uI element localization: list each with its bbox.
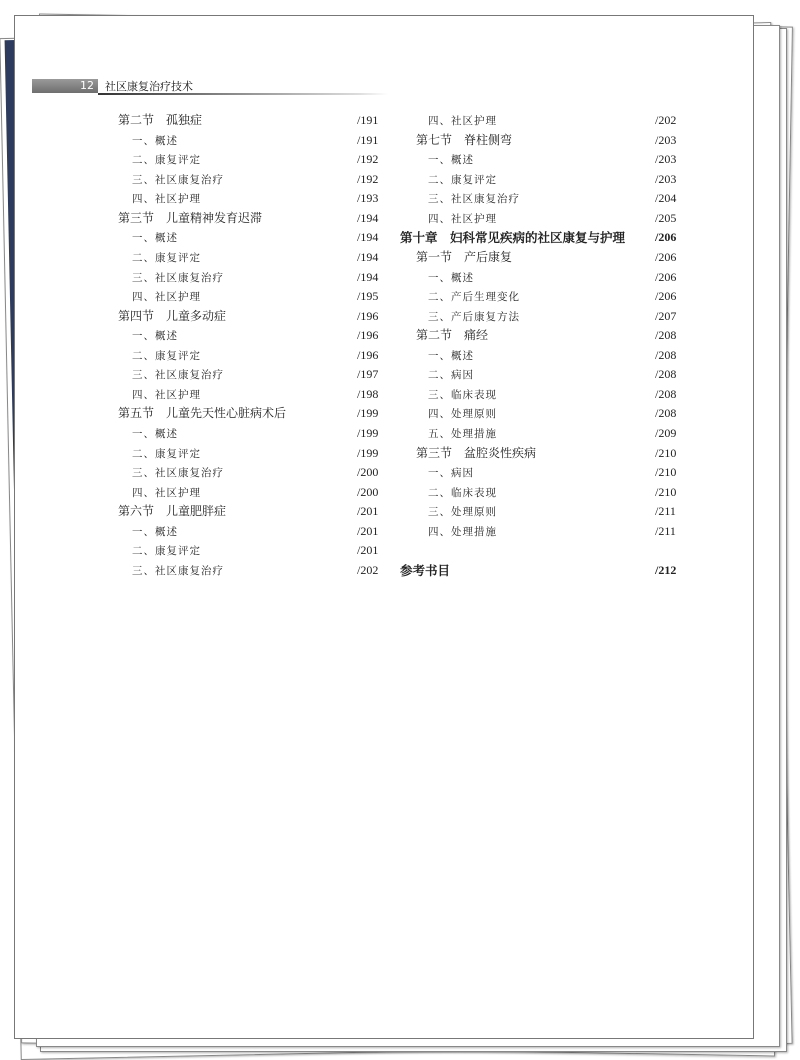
toc-entry-label: 二、康复评定 xyxy=(132,154,201,167)
toc-entry xyxy=(400,170,677,190)
toc-entry-page: /201 xyxy=(357,523,379,538)
toc-entry-label: 三、社区康复治疗 xyxy=(132,564,224,577)
toc-entry-page: /212 xyxy=(655,562,677,577)
toc-entry-page: /210 xyxy=(655,484,677,499)
toc-entry xyxy=(118,385,379,405)
toc-entry-page: /196 xyxy=(357,308,379,323)
toc-entry-label: 第三节 儿童精神发育迟滞 xyxy=(118,210,263,225)
toc-entry xyxy=(118,365,379,385)
toc-entry xyxy=(400,444,677,464)
toc-entry-label: 一、概述 xyxy=(132,330,178,343)
toc-entry-label: 第三节 盆腔炎性疾病 xyxy=(416,445,537,460)
toc-entry xyxy=(400,483,677,503)
toc-entry xyxy=(118,541,379,561)
toc-entry-label: 一、病因 xyxy=(428,467,474,480)
toc-entry-page: /192 xyxy=(357,171,379,186)
toc-entry xyxy=(400,150,677,170)
toc-entry xyxy=(118,502,379,522)
toc-entry-label: 一、概述 xyxy=(132,428,178,440)
toc-entry-page: /194 xyxy=(357,269,379,284)
toc-entry-page: /211 xyxy=(655,523,676,538)
toc-entry-label: 第五节 儿童先天性心脏病术后 xyxy=(118,406,287,421)
toc-entry-page: /201 xyxy=(357,504,379,519)
toc-entry xyxy=(118,307,379,327)
toc-entry-label: 第十章 妇科常见疾病的社区康复与护理 xyxy=(400,230,626,246)
toc-entry-label: 二、康复评定 xyxy=(132,349,201,362)
toc-entry xyxy=(400,346,677,366)
toc-entry xyxy=(400,502,676,522)
toc-entry-page: /194 xyxy=(357,249,379,264)
toc-entry xyxy=(118,287,379,307)
toc-entry xyxy=(118,268,379,288)
toc-entry-page: /211 xyxy=(655,504,676,519)
toc-entry xyxy=(400,268,677,288)
toc-entry-label: 二、康复评定 xyxy=(132,545,201,558)
toc-entry xyxy=(400,307,677,327)
toc-entry-page: /206 xyxy=(655,289,677,304)
toc-entry-page: /202 xyxy=(655,113,677,127)
toc-entry-label: 参考书目 xyxy=(400,562,451,578)
header-rule xyxy=(98,93,388,95)
toc-entry-label: 第一节 产后康复 xyxy=(416,249,513,264)
toc-entry-page: /207 xyxy=(655,308,677,323)
page-number: 12 xyxy=(32,79,98,93)
toc-entry-label: 一、概述 xyxy=(132,525,178,538)
toc-entry-page: /199 xyxy=(357,445,379,460)
toc-entry-label: 一、概述 xyxy=(428,271,474,284)
running-header-title: 社区康复治疗技术 xyxy=(105,80,193,93)
toc-entry-label: 第六节 儿童肥胖症 xyxy=(118,504,227,519)
toc-entry xyxy=(400,404,677,424)
toc-entry-page: /197 xyxy=(357,367,379,382)
toc-entry-page: /194 xyxy=(357,230,379,245)
toc-entry-label: 三、临床表现 xyxy=(428,388,497,401)
toc-entry-label: 第七节 脊柱侧弯 xyxy=(416,132,513,147)
toc-entry xyxy=(400,209,677,229)
toc-entry-label: 一、概述 xyxy=(132,232,178,245)
toc-entry-page: /196 xyxy=(357,347,379,362)
toc-entry xyxy=(118,444,379,464)
toc-entry-label: 四、社区护理 xyxy=(428,115,497,127)
toc-entry-label: 二、康复评定 xyxy=(132,447,201,460)
toc-entry-page: /192 xyxy=(357,152,379,167)
toc-entry-label: 一、概述 xyxy=(428,349,474,362)
toc-entry-page: /193 xyxy=(357,191,379,206)
toc-entry xyxy=(118,111,379,131)
toc-entry-label: 三、社区康复治疗 xyxy=(132,369,224,382)
toc-entry-label: 三、社区康复治疗 xyxy=(428,193,520,206)
toc-entry xyxy=(118,150,379,170)
toc-entry-label: 三、社区康复治疗 xyxy=(132,173,224,186)
toc-entry xyxy=(118,522,379,542)
toc-entry xyxy=(400,131,677,151)
toc-entry-label: 三、处理原则 xyxy=(428,506,497,519)
toc-entry-page: /208 xyxy=(655,347,677,362)
toc-entry-page: /209 xyxy=(655,426,677,440)
toc-entry-page: /199 xyxy=(357,426,379,440)
toc-entry xyxy=(118,561,379,581)
toc-entry xyxy=(118,248,379,268)
toc-right-column xyxy=(400,111,677,581)
toc-entry-page: /210 xyxy=(655,465,677,480)
toc-entry-label: 五、处理措施 xyxy=(428,428,497,440)
toc-entry-label: 四、社区护理 xyxy=(132,193,201,206)
toc-entry-page: /195 xyxy=(357,289,379,304)
toc-entry xyxy=(400,541,625,561)
toc-entry-page: /206 xyxy=(655,249,677,264)
toc-entry-label: 二、产后生理变化 xyxy=(428,291,520,304)
toc-entry-label: 三、社区康复治疗 xyxy=(132,467,224,480)
toc-entry-page: /194 xyxy=(357,210,379,225)
toc-entry xyxy=(400,287,677,307)
toc-entry-page: /196 xyxy=(357,328,379,343)
toc-entry xyxy=(400,522,676,542)
toc-entry-label: 第四节 儿童多动症 xyxy=(118,308,227,323)
toc-entry-label: 一、概述 xyxy=(132,134,178,147)
toc-entry-page: /208 xyxy=(655,328,677,343)
toc-entry xyxy=(118,326,379,346)
toc-entry xyxy=(118,424,379,444)
toc-entry-label: 第二节 痛经 xyxy=(416,328,489,343)
toc-entry xyxy=(400,189,677,209)
toc-entry xyxy=(118,483,379,503)
toc-entry-page: /203 xyxy=(655,132,677,147)
toc-entry xyxy=(400,228,677,248)
toc-page xyxy=(14,15,754,1039)
toc-entry-page: /206 xyxy=(655,269,677,284)
toc-entry-page: /191 xyxy=(357,113,379,127)
toc-entry-label: 第二节 孤独症 xyxy=(118,113,203,127)
toc-entry-label: 四、社区护理 xyxy=(132,291,201,304)
toc-entry-page: /203 xyxy=(655,171,677,186)
toc-entry-label: 四、社区护理 xyxy=(132,486,201,499)
toc-entry-page: /200 xyxy=(357,484,379,499)
toc-entry xyxy=(118,404,379,424)
toc-entry-label: 四、社区护理 xyxy=(132,388,201,401)
toc-entry-page: /199 xyxy=(357,406,379,421)
toc-entry-page: /191 xyxy=(357,132,379,147)
toc-entry-page: /208 xyxy=(655,406,677,421)
toc-entry xyxy=(118,170,379,190)
toc-entry xyxy=(118,346,379,366)
toc-entry xyxy=(118,228,379,248)
toc-entry-label: 一、概述 xyxy=(428,154,474,167)
toc-left-column xyxy=(118,111,379,581)
toc-entry-label: 四、社区护理 xyxy=(428,212,497,225)
toc-entry xyxy=(118,189,379,209)
toc-entry xyxy=(400,463,677,483)
toc-entry-page: /205 xyxy=(655,210,677,225)
toc-entry xyxy=(400,424,677,444)
toc-entry xyxy=(400,385,677,405)
toc-entry-page: /200 xyxy=(357,465,379,480)
toc-entry-page: /208 xyxy=(655,367,677,382)
toc-entry-label: 二、康复评定 xyxy=(132,251,201,264)
toc-entry-label: 二、临床表现 xyxy=(428,486,497,499)
toc-entry-page: /198 xyxy=(357,386,379,401)
toc-entry-page: /202 xyxy=(357,562,379,577)
toc-entry-page: /210 xyxy=(655,445,677,460)
toc-entry-label: 二、康复评定 xyxy=(428,173,497,186)
toc-entry xyxy=(400,326,677,346)
toc-entry-page: /206 xyxy=(655,230,677,245)
toc-entry xyxy=(400,111,677,131)
toc-entry xyxy=(118,209,379,229)
toc-entry xyxy=(118,131,379,151)
toc-entry-page: /203 xyxy=(655,152,677,167)
toc-entry xyxy=(400,365,677,385)
toc-entry-label: 四、处理原则 xyxy=(428,408,497,421)
toc-entry xyxy=(400,248,677,268)
toc-entry xyxy=(118,463,379,483)
toc-entry-label: 三、产后康复方法 xyxy=(428,310,520,323)
toc-entry-page: /201 xyxy=(357,543,379,558)
toc-entry-page: /208 xyxy=(655,386,677,401)
toc-entry xyxy=(400,561,677,581)
toc-entry-page: /204 xyxy=(655,191,677,206)
toc-entry-label: 二、病因 xyxy=(428,369,474,382)
toc-entry-label: 四、处理措施 xyxy=(428,525,497,538)
toc-entry-label: 三、社区康复治疗 xyxy=(132,271,224,284)
